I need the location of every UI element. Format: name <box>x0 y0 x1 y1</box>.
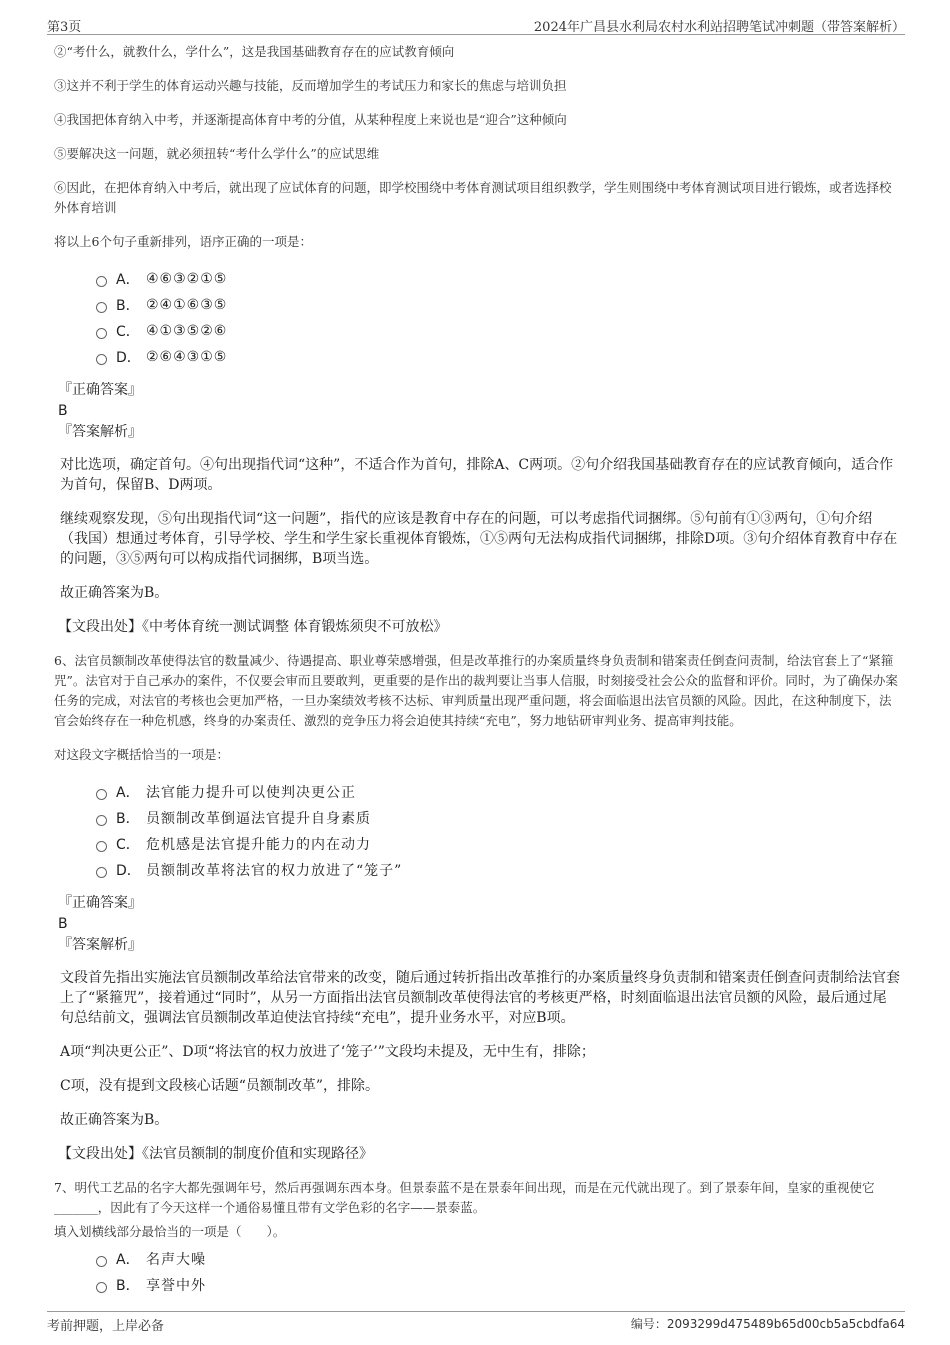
option-letter: D． <box>116 350 141 366</box>
sentence-4: ④我国把体育纳入中考，并逐渐提高体育中考的分值，从某种程度上来说也是“迎合”这种倾向 <box>54 112 567 127</box>
option-text: ④①③⑤②⑥ <box>146 323 228 339</box>
question-stem: 7、明代工艺品的名字大都先强调年号，然后再强调东西本身。但景泰蓝不是在景泰年间出现，而是在元代就出现了。到了景泰年间，皇家的重视使它_______，因此有了今天这样一个通俗易懂且带有文学色彩的名字——景泰蓝。 <box>54 1180 875 1215</box>
option-text: ④⑥③②①⑤ <box>146 271 228 287</box>
option-text: ②④①⑥③⑤ <box>146 297 228 313</box>
document-body <box>54 42 900 1298</box>
sentence-2: ②“考什么，就教什么，学什么”，这是我国基础教育存在的应试教育倾向 <box>54 44 455 59</box>
sentence-3: ③这并不利于学生的体育运动兴趣与技能，反而增加学生的考试压力和家长的焦虑与培训负担 <box>54 78 567 93</box>
option-text: 名声大噪 <box>146 1252 206 1268</box>
radio-icon[interactable] <box>96 1282 107 1293</box>
radio-icon[interactable] <box>96 867 107 878</box>
question-7 <box>54 1178 900 1298</box>
option-c[interactable] <box>96 318 900 344</box>
option-letter: A． <box>116 785 140 801</box>
analysis-label: 『答案解析』 <box>58 424 142 440</box>
radio-icon[interactable] <box>96 328 107 339</box>
radio-icon[interactable] <box>96 815 107 826</box>
radio-icon[interactable] <box>96 302 107 313</box>
option-letter: A． <box>116 272 140 288</box>
option-text: ②⑥④③①⑤ <box>146 349 228 365</box>
document-id: 编号：2093299d475489b65d00cb5a5cbdfa64 <box>630 1317 905 1331</box>
source-citation: 【文段出处】《中考体育统一测试调整 体育锻炼须臾不可放松》 <box>58 619 448 635</box>
sentence-6: ⑥因此，在把体育纳入中考后，就出现了应试体育的问题，即学校围绕中考体育测试项目组织教学，学生则围绕中考体育测试项目进行锻炼，或者选择校外体育培训 <box>54 180 892 215</box>
answer-value: B <box>58 403 68 419</box>
page-number: 第3页 <box>47 20 82 35</box>
option-a[interactable] <box>96 779 900 805</box>
question-5 <box>54 42 900 637</box>
radio-icon[interactable] <box>96 276 107 287</box>
analysis-paragraph: 文段首先指出实施法官员额制改革给法官带来的改变，随后通过转折指出改革推行的办案质量终身负责制和错案责任倒查问责制给法官套上了“紧箍咒”，接着通过“同时”，从另一方面指出法官员额制改革使得法官的考核更严格，时刻面临退出法官员额的风险，最后通过尾句总结前文，强调法官员额制改革迫使法官持续“充电”，提升业务水平，对应B项。 <box>60 970 900 1026</box>
option-text: 享誉中外 <box>146 1278 206 1294</box>
question-stem: 6、法官员额制改革使得法官的数量减少、待遇提高、职业尊荣感增强，但是改革推行的办案质量终身负责制和错案责任倒查问责制，给法官套上了“紧箍咒”。法官对于自己承办的案件，不仅要会审而且要敢判，更重要的是作出的裁判要让当事人信服，时刻接受社会公众的监督和评价。同时，为了确保办案任务的完成，对法官的考核也会更加严格，一旦办案绩效考核不达标、审判质量出现严重问题，将会面临退出法官员额的风险。因此，在这种制度下，法官会始终存在一种危机感，终身的办案责任、激烈的竞争压力将会迫使其持续“充电”，努力地钻研审判业务、提高审判技能。 <box>54 653 898 728</box>
footer-slogan: 考前押题，上岸必备 <box>47 1319 165 1334</box>
option-letter: A． <box>116 1252 140 1268</box>
document-title: 2024年广昌县水利局农村水利站招聘笔试冲刺题（带答案解析） <box>533 20 905 35</box>
option-text: 危机感是法官提升能力的内在动力 <box>146 837 371 853</box>
option-letter: B． <box>116 1278 140 1294</box>
analysis-paragraph: C项，没有提到文段核心话题“员额制改革”，排除。 <box>60 1078 380 1094</box>
question-6 <box>54 651 900 1164</box>
option-letter: C． <box>116 324 140 340</box>
radio-icon[interactable] <box>96 1256 107 1267</box>
question-prompt: 填入划横线部分最恰当的一项是（ ）。 <box>54 1224 286 1239</box>
option-a[interactable] <box>96 1246 900 1272</box>
option-c[interactable] <box>96 831 900 857</box>
option-b[interactable] <box>96 292 900 318</box>
option-letter: D． <box>116 863 141 879</box>
option-letter: C． <box>116 837 140 853</box>
answer-label: 『正确答案』 <box>58 382 142 398</box>
options-list <box>96 1246 900 1298</box>
analysis-paragraph: 故正确答案为B。 <box>60 1112 169 1128</box>
radio-icon[interactable] <box>96 354 107 365</box>
analysis-paragraph: A项“判决更公正”、D项“将法官的权力放进了‘笼子’”文段均未提及，无中生有，排除； <box>60 1044 595 1060</box>
option-b[interactable] <box>96 1272 900 1298</box>
analysis-paragraph: 故正确答案为B。 <box>60 585 169 601</box>
analysis-paragraph: 对比选项，确定首句。④句出现指代词“这种”，不适合作为首句，排除A、C两项。②句介绍我国基础教育存在的应试教育倾向，适合作为首句，保留B、D两项。 <box>60 457 894 493</box>
analysis-label: 『答案解析』 <box>58 937 142 953</box>
options-list <box>96 779 900 883</box>
option-letter: B． <box>116 298 140 314</box>
answer-value: B <box>58 916 68 932</box>
option-letter: B． <box>116 811 140 827</box>
option-a[interactable] <box>96 266 900 292</box>
option-text: 法官能力提升可以使判决更公正 <box>146 785 356 801</box>
source-citation: 【文段出处】《法官员额制的制度价值和实现路径》 <box>58 1146 373 1162</box>
question-prompt: 将以上6个句子重新排列，语序正确的一项是： <box>54 234 312 249</box>
question-prompt: 对这段文字概括恰当的一项是： <box>54 747 230 762</box>
option-b[interactable] <box>96 805 900 831</box>
options-list <box>96 266 900 370</box>
option-d[interactable] <box>96 857 900 883</box>
sentence-5: ⑤要解决这一问题，就必须扭转“考什么学什么”的应试思维 <box>54 146 380 161</box>
analysis-paragraph: 继续观察发现，⑤句出现指代词“这一问题”，指代的应该是教育中存在的问题，可以考虑指代词捆绑。⑤句前有①③两句，①句介绍（我国）想通过考体育，引导学校、学生和学生家长重视体育锻炼，①⑤两句无法构成指代词捆绑，排除D项。③句介绍体育教育中存在的问题，③⑤两句可以构成指代词捆绑，B项当选。 <box>60 511 898 567</box>
page-header <box>47 14 905 35</box>
page-footer <box>47 1311 905 1336</box>
answer-label: 『正确答案』 <box>58 895 142 911</box>
option-text: 员额制改革倒逼法官提升自身素质 <box>146 811 371 827</box>
radio-icon[interactable] <box>96 789 107 800</box>
option-d[interactable] <box>96 344 900 370</box>
radio-icon[interactable] <box>96 841 107 852</box>
option-text: 员额制改革将法官的权力放进了“笼子” <box>146 863 403 879</box>
